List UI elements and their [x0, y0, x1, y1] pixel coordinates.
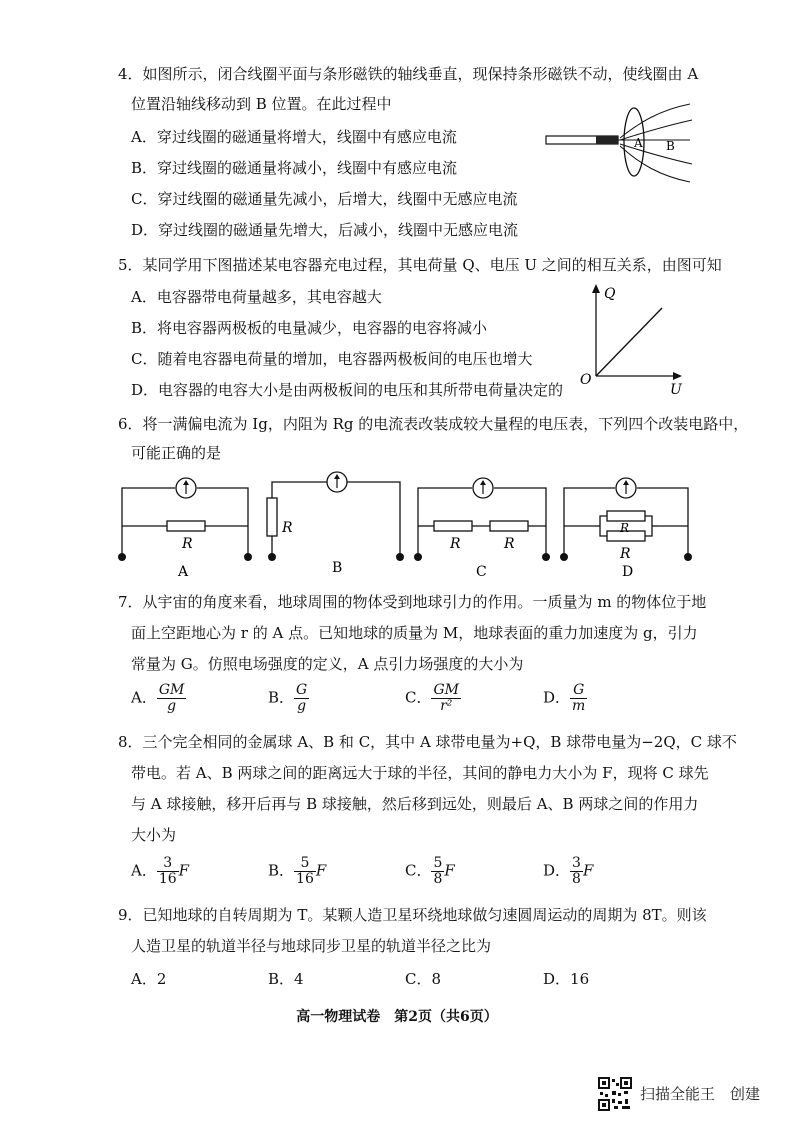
q5-graph-y-label: Q: [604, 286, 616, 302]
q6-circuit-d: [560, 478, 692, 580]
q7-stem-line3: 常量为 G。仿照电场强度的定义，A 点引力场强度的大小为: [131, 655, 524, 673]
q4-fig-label-b: B: [666, 139, 675, 153]
q8-option-a: A． $\frac{3}{16}$ F: [131, 855, 190, 887]
q7-option-a: A． $\frac{GM}{g}$: [131, 682, 185, 714]
q7-option-c: C． $\frac{GM}{\text{r²}}$: [405, 682, 460, 714]
q8-option-c: C． $\frac{5}{8}$ F: [405, 855, 455, 887]
q9-option-c: C．8: [405, 970, 442, 988]
q6-label-b: B: [332, 560, 343, 576]
q5-option-b: B．将电容器两极板的电量减少，电容器的电容将减小: [131, 319, 488, 337]
q6-a-resistor-label: R: [182, 536, 193, 552]
q7-option-b: B． $\frac{G}{g}$: [268, 682, 308, 714]
q7-stem-line2: 面上空距地心为 r 的 A 点。已知地球的质量为 M，地球表面的重力加速度为 g，引力: [131, 624, 698, 642]
q9-option-a: A．2: [131, 970, 167, 988]
q4-option-a: A．穿过线圈的磁通量将增大，线圈中有感应电流: [131, 128, 457, 146]
q5-graph-origin-label: O: [580, 372, 592, 388]
q4-stem-line2: 位置沿轴线移动到 B 位置。在此过程中: [131, 95, 392, 113]
q6-circuit-c: [414, 478, 550, 580]
q6-c-resistor-label-2: R: [504, 536, 515, 552]
q9-option-b: B．4: [268, 970, 304, 988]
q9-option-d: D．16: [543, 970, 590, 988]
q9-stem-line2: 人造卫星的轨道半径与地球同步卫星的轨道半径之比为: [131, 937, 492, 955]
q6-circuit-figures: [110, 470, 710, 585]
q8-stem-line4: 大小为: [131, 826, 177, 844]
q4-stem-line1: 4．如图所示，闭合线圈平面与条形磁铁的轴线垂直，现保持条形磁铁不动，使线圈由 A: [118, 65, 699, 83]
q8-stem-line1: 8．三个完全相同的金属球 A、B 和 C，其中 A 球带电量为+Q，B 球带电量为−2Q，C 球不: [118, 733, 737, 751]
q8-stem-line2: 带电。若 A、B 两球之间的距离远大于球的半径，其间的静电力大小为 F，现将 C 球先: [131, 764, 709, 782]
q5-stem: 5．某同学用下图描述某电容器充电过程，其电荷量 Q、电压 U 之间的相互关系，由图可知: [118, 256, 722, 274]
scanner-watermark: 扫描全能王 创建: [640, 1085, 761, 1103]
q7-option-d: D． $\frac{G}{m}$: [543, 682, 586, 714]
q8-stem-line3: 与 A 球接触，移开后再与 B 球接触，然后移到远处，则最后 A、B 两球之间的作用力: [131, 795, 699, 813]
q5-option-a: A．电容器带电荷量越多，其电容越大: [131, 288, 382, 306]
q4-fig-label-a: A: [634, 136, 643, 150]
q5-option-c: C．随着电容器电荷量的增加，电容器两极板间的电压也增大: [131, 350, 533, 368]
q6-circuit-b: [267, 472, 404, 576]
q6-c-resistor-label-1: R: [450, 536, 461, 552]
q6-label-a: A: [178, 564, 189, 580]
q6-d-resistor-label-1: R: [620, 521, 630, 535]
q6-label-c: C: [476, 564, 487, 580]
q6-label-d: D: [622, 564, 634, 580]
q4-option-b: B．穿过线圈的磁通量将减小，线圈中有感应电流: [131, 159, 458, 177]
q6-stem-line1: 6．将一满偏电流为 Ig，内阻为 Rg 的电流表改装成较大量程的电压表，下列四个改装电路中，: [118, 415, 749, 433]
q9-stem-line1: 9．已知地球的自转周期为 T。某颗人造卫星环绕地球做匀速圆周运动的周期为 8T。则该: [118, 906, 707, 924]
q4-magnet-coil-figure: [540, 102, 695, 186]
q6-stem-line2: 可能正确的是: [131, 444, 222, 462]
page-footer: 高一物理试卷 第2页（共6页）: [296, 1009, 498, 1025]
qr-code-icon: [598, 1077, 632, 1111]
q5-option-d: D．电容器的电容大小是由两极板间的电压和其所带电荷量决定的: [131, 381, 564, 399]
q6-d-resistor-label-2: R: [620, 546, 631, 562]
q4-option-c: C．穿过线圈的磁通量先减小，后增大，线圈中无感应电流: [131, 190, 518, 208]
q8-option-d: D． $\frac{3}{8}$ F: [543, 855, 594, 887]
q6-b-resistor-label: R: [282, 520, 293, 536]
q5-graph-x-label: U: [670, 382, 682, 398]
q5-qu-graph: [578, 280, 688, 398]
q7-stem-line1: 7．从宇宙的角度来看，地球周围的物体受到地球引力的作用。一质量为 m 的物体位于地: [118, 593, 707, 611]
q6-circuit-a: [118, 478, 252, 580]
q4-option-d: D．穿过线圈的磁通量先增大，后减小，线圈中无感应电流: [131, 221, 519, 239]
q8-option-b: B． $\frac{5}{16}$ F: [268, 855, 327, 887]
